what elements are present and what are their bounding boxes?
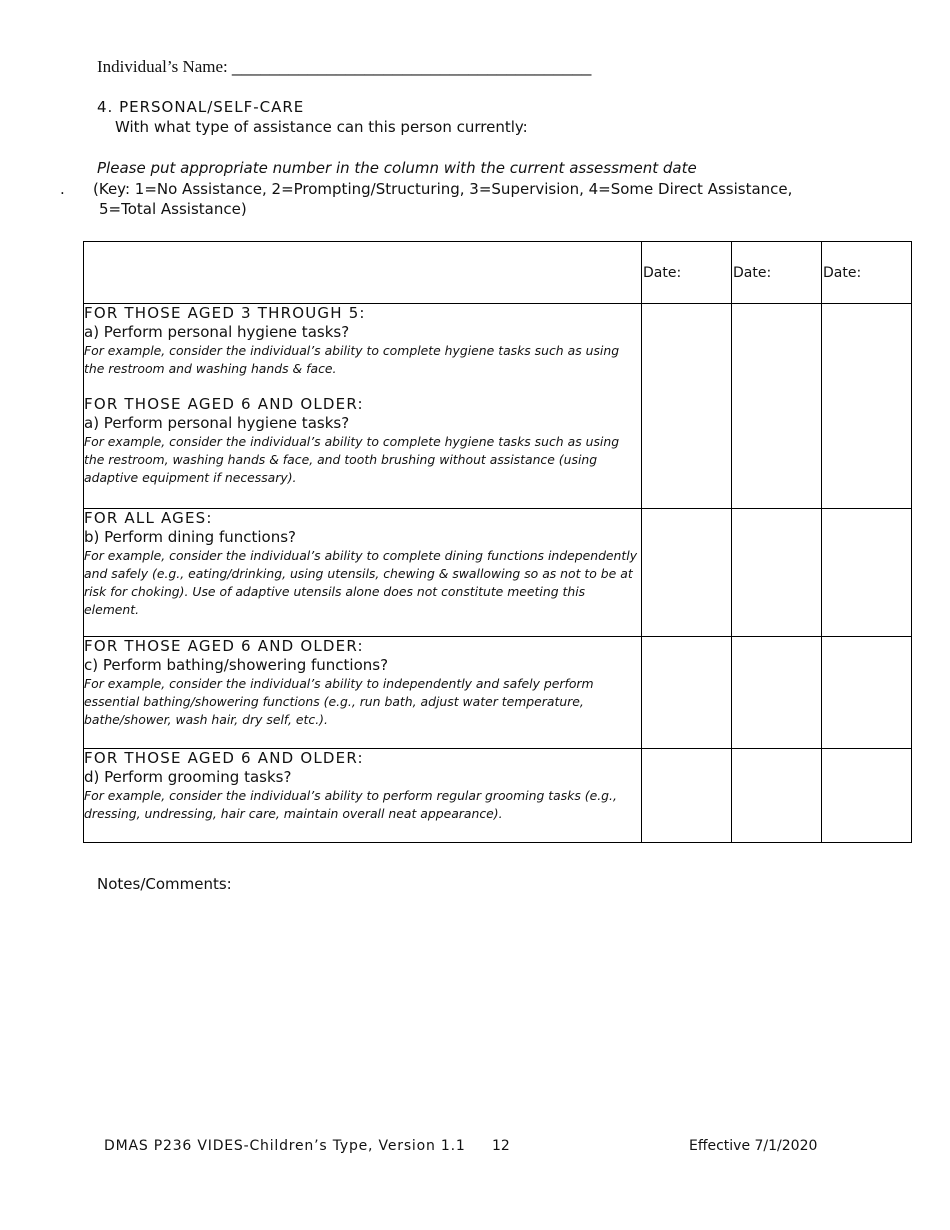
- individual-name-blank[interactable]: ______________________________________: [232, 57, 592, 76]
- task-question: c) Perform bathing/showering functions?: [84, 656, 389, 674]
- age-group-label: FOR THOSE AGED 3 THROUGH 5:: [84, 304, 366, 322]
- hygiene-description-cell: [84, 304, 642, 509]
- task-question: a) Perform personal hygiene tasks?: [84, 323, 350, 341]
- rating-cell[interactable]: [822, 304, 912, 509]
- footer-effective-date: Effective 7/1/2020: [689, 1138, 818, 1154]
- task-example: For example, consider the individual’s ability to complete hygiene tasks such as using the restroom, washing hands & face, and tooth brushing without assistance (using adaptive equipment if necessary).: [84, 434, 620, 485]
- description-header: [84, 242, 642, 304]
- rating-cell[interactable]: [642, 749, 732, 843]
- rating-cell[interactable]: [732, 509, 822, 637]
- notes-label: Notes/Comments:: [97, 875, 232, 893]
- rating-cell[interactable]: [732, 637, 822, 749]
- rating-cell[interactable]: [732, 304, 822, 509]
- bathing-description-cell: [84, 637, 642, 749]
- grooming-description-cell: [84, 749, 642, 843]
- assessment-table: [83, 241, 912, 843]
- date-header-3: Date:: [822, 242, 912, 304]
- task-example: For example, consider the individual’s ability to complete dining functions independently and safely (e.g., eating/drinking, using utensils, chewing & swallowing so as not to be at risk for choking). Use of adaptive utensils alone does not constitute meeting this element.: [84, 548, 638, 617]
- individual-name-label: Individual’s Name:: [97, 57, 228, 76]
- rating-cell[interactable]: [642, 509, 732, 637]
- task-example: For example, consider the individual’s ability to independently and safely perform essential bathing/showering functions (e.g., run bath, adjust water temperature, bathe/shower, wash hair, dry self, etc.).: [84, 676, 594, 727]
- instruction-text: Please put appropriate number in the column with the current assessment date: [97, 159, 697, 177]
- rating-cell[interactable]: [642, 304, 732, 509]
- task-question: a) Perform personal hygiene tasks?: [84, 414, 350, 432]
- age-group-label: FOR THOSE AGED 6 AND OLDER:: [84, 637, 364, 655]
- table-row: [84, 749, 912, 843]
- table-header-row: [84, 242, 912, 304]
- dining-description-cell: [84, 509, 642, 637]
- stray-bullet: .: [60, 180, 65, 198]
- task-example: For example, consider the individual’s ability to complete hygiene tasks such as using the restroom and washing hands & face.: [84, 343, 620, 376]
- rating-cell[interactable]: [822, 509, 912, 637]
- task-example: For example, consider the individual’s ability to perform regular grooming tasks (e.g., dressing, undressing, hair care, maintain overall neat appearance).: [84, 788, 617, 821]
- table-row: [84, 509, 912, 637]
- individual-name-line: [97, 57, 591, 77]
- age-group-label: FOR THOSE AGED 6 AND OLDER:: [84, 749, 364, 767]
- date-header-1: Date:: [642, 242, 732, 304]
- footer-page-number: 12: [492, 1138, 510, 1154]
- footer-form-id: DMAS P236 VIDES-Children’s Type, Version 1.1: [104, 1138, 466, 1154]
- age-group-label: FOR THOSE AGED 6 AND OLDER:: [84, 395, 364, 413]
- section-question: With what type of assistance can this person currently:: [115, 118, 528, 136]
- age-group-label: FOR ALL AGES:: [84, 509, 213, 527]
- rating-cell[interactable]: [822, 749, 912, 843]
- task-question: b) Perform dining functions?: [84, 528, 296, 546]
- table-row: [84, 304, 912, 509]
- rating-cell[interactable]: [822, 637, 912, 749]
- rating-key-line-1: (Key: 1=No Assistance, 2=Prompting/Structuring, 3=Supervision, 4=Some Direct Assistance,: [93, 180, 793, 198]
- rating-cell[interactable]: [642, 637, 732, 749]
- date-header-2: Date:: [732, 242, 822, 304]
- table-row: [84, 637, 912, 749]
- rating-key-line-2: 5=Total Assistance): [99, 200, 247, 218]
- section-title: 4. PERSONAL/SELF-CARE: [97, 98, 305, 116]
- task-question: d) Perform grooming tasks?: [84, 768, 292, 786]
- rating-cell[interactable]: [732, 749, 822, 843]
